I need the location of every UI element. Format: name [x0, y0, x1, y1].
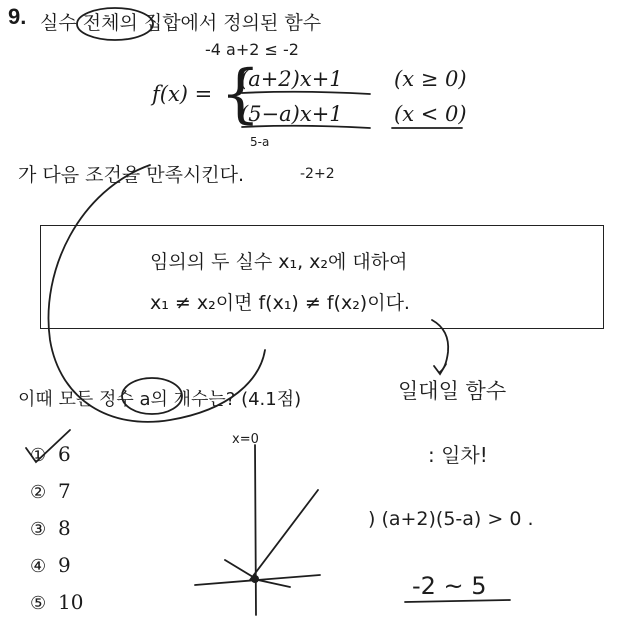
underline-case2 [242, 126, 370, 128]
choice-3[interactable]: ③ 8 [30, 516, 71, 540]
note-range: -2 ~ 5 [412, 572, 487, 600]
case2-expression: (5−a)x+1 [240, 102, 343, 126]
graph-origin-dot [251, 575, 259, 583]
note-increasing: : 일차! [428, 443, 488, 467]
answer-choices [30, 442, 83, 627]
graph-line-right [250, 490, 318, 580]
choice-2[interactable]: ② 7 [30, 479, 71, 503]
question-number: 9. [8, 4, 27, 29]
note-product: ) (a+2)(5-a) > 0 . [368, 508, 534, 530]
note-onetoone: 일대일 함수 [398, 379, 507, 403]
case2-condition: (x < 0) [394, 102, 467, 126]
problem-stem-line2: 가 다음 조건을 만족시킨다. [18, 164, 245, 186]
choice-1[interactable]: ① 6 [30, 442, 71, 466]
underline-range [405, 600, 510, 602]
graph-line-left [225, 560, 290, 587]
case1-expression: (a+2)x+1 [240, 67, 343, 91]
problem-stem-line1: 실수 전체의 집합에서 정의된 함수 [40, 12, 322, 34]
note-mid2: -2+2 [300, 166, 335, 182]
note-mid: 5-a [250, 135, 270, 149]
graph-label: x=0 [232, 432, 259, 447]
choice-4[interactable]: ④ 9 [30, 553, 71, 577]
graph-y-axis [255, 445, 256, 615]
question-text: 이때 모든 정수 a의 개수는? (4.1점) [18, 389, 302, 410]
condition-line2: x₁ ≠ x₂이면 f(x₁) ≠ f(x₂)이다. [150, 292, 410, 314]
choice-5[interactable]: ⑤ 10 [30, 590, 84, 614]
condition-line1: 임의의 두 실수 x₁, x₂에 대하여 [150, 251, 408, 273]
note-top: -4 a+2 ≤ -2 [205, 40, 299, 59]
case1-condition: (x ≥ 0) [394, 67, 467, 91]
piecewise-brace: { [220, 57, 261, 131]
function-lhs: f(x) = [152, 82, 213, 106]
underline-case1 [242, 92, 370, 94]
graph-x-axis [195, 575, 320, 585]
